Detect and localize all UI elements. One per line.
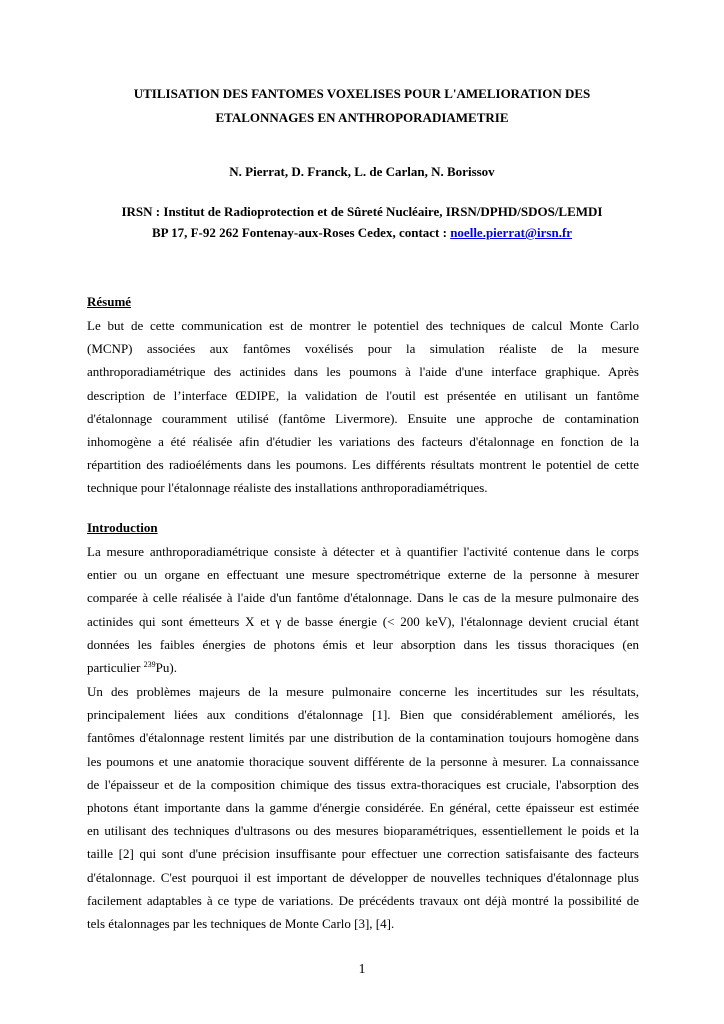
intro-line: données les faibles énergies de photons émis et leur absorption dans les tissus thoraciques (en xyxy=(87,636,639,652)
intro-line: en utilisant des techniques d'ultrasons ou des mesures bioparamétriques, essentiellement le poids et la xyxy=(87,823,639,839)
intro-text: Pu). xyxy=(155,659,177,675)
contact-email-link[interactable]: noelle.pierrat@irsn.fr xyxy=(450,225,573,240)
isotope-superscript: 239 xyxy=(143,659,156,669)
intro-text: particulier xyxy=(87,659,144,675)
affiliation-line-2 xyxy=(0,225,724,241)
intro-line: actinides qui sont émetteurs X et γ de basse énergie (< 200 keV), l'étalonnage devient crucial étant xyxy=(87,613,639,629)
intro-line: taille [2] qui sont d'une précision insuffisante pour effectuer une correction satisfaisante des facteurs xyxy=(87,846,639,862)
intro-line: tels étalonnages par les techniques de Monte Carlo [3], [4]. xyxy=(87,915,395,931)
authors: N. Pierrat, D. Franck, L. de Carlan, N. Borissov xyxy=(229,164,495,179)
intro-line: les poumons et une anatomie thoracique souvent différente de la personne à mesurer. La connaissance xyxy=(87,753,639,769)
intro-line: facilement adaptables à ce type de variations. De précédents travaux ont déjà montré la possibilité de xyxy=(87,892,639,908)
title-line-2: ETALONNAGES EN ANTHROPORADIAMETRIE xyxy=(215,110,509,125)
resume-line: anthroporadiamétrique des actinides dans les poumons à l'aide d'une interface graphique. Après xyxy=(87,364,639,380)
resume-line: répartition des radioéléments dans les poumons. Les différents résultats montrent le potentiel de cette xyxy=(87,457,639,473)
resume-line: inhomogène a été réalisée afin d'étudier les variations des facteurs d'étalonnage en fonction de la xyxy=(87,433,639,449)
intro-line xyxy=(87,656,639,679)
resume-line: d'étalonnage couramment utilisé (fantôme Livermore). Ensuite une approche de contamination xyxy=(87,410,639,426)
intro-line: Un des problèmes majeurs de la mesure pulmonaire concerne les incertitudes sur les résultats, xyxy=(87,684,639,699)
resume-line: Le but de cette communication est de montrer le potentiel des techniques de calcul Monte Carlo xyxy=(87,318,639,333)
intro-line: d'étalonnage. C'est pourquoi il est important de développer de nouvelles techniques d'étalonnage plus xyxy=(87,869,639,885)
resume-heading: Résumé xyxy=(87,294,132,309)
intro-line: La mesure anthroporadiamétrique consiste à détecter et à quantifier l'activité contenue dans le corps xyxy=(87,544,639,559)
intro-line: photons étant importante dans la gamme d'énergie considérée. En général, cette épaisseur est estimée xyxy=(87,799,639,815)
intro-line: fantômes d'étalonnage restent limités par une distribution de la contamination toujours homogène dans xyxy=(87,730,639,746)
intro-line: principalement liées aux conditions d'étalonnage [1]. Bien que considérablement améliorés, les xyxy=(87,707,639,723)
introduction-paragraph-1 xyxy=(87,540,639,679)
introduction-heading: Introduction xyxy=(87,520,158,535)
introduction-paragraph-2 xyxy=(87,680,639,935)
intro-line: comparée à celle réalisée à l'aide d'un fantôme d'étalonnage. Dans le cas de la mesure pulmonaire des xyxy=(87,590,639,606)
affiliation-address: BP 17, F-92 262 Fontenay-aux-Roses Cedex, contact : xyxy=(151,225,451,240)
intro-line: entier ou un organe en effectuant une mesure spectrométrique externe de la personne à mesurer xyxy=(87,567,639,583)
resume-body xyxy=(87,314,639,500)
affiliation-line-1: IRSN : Institut de Radioprotection et de Sûreté Nucléaire, IRSN/DPHD/SDOS/LEMDI xyxy=(121,204,603,219)
resume-line: technique pour l'étalonnage réaliste des installations anthroporadiamétriques. xyxy=(87,480,488,496)
intro-line: de l'épaisseur et de la composition chimique des tissus extra-thoraciques est cruciale, l'absorption des xyxy=(87,776,639,792)
resume-line: description de l’interface ŒDIPE, la validation de l'outil est présentée en utilisant un fantôme xyxy=(87,387,639,403)
page-number: 1 xyxy=(358,962,366,977)
title-line-1: UTILISATION DES FANTOMES VOXELISES POUR L'AMELIORATION DES xyxy=(133,86,591,101)
resume-line: (MCNP) associées aux fantômes voxélisés pour la simulation réaliste de la mesure xyxy=(87,341,639,357)
